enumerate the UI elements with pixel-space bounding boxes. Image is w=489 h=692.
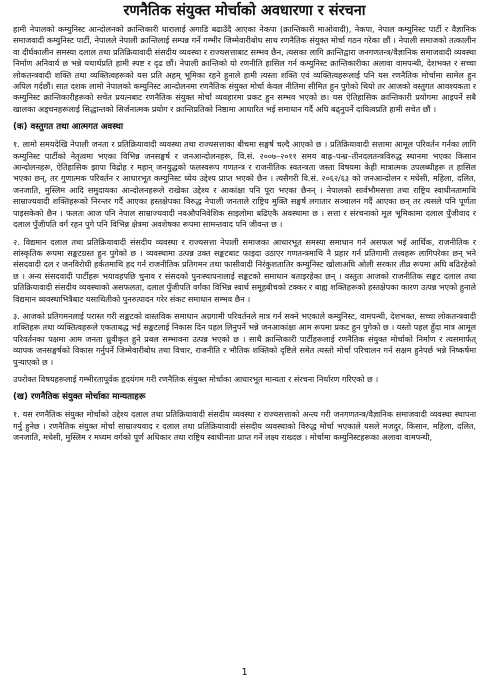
document-title: रणनैतिक संयुक्त मोर्चाको अवधारणा र संरचना <box>123 3 366 19</box>
conclusion-paragraph: उपरोक्त विषयहरूलाई गम्भीरतापूर्वक हृदयंगम गरी रणनैतिक संयुक्त मोर्चाका आधारभूत मान्यता र संरचना निर्धारण गरिएको छ । <box>13 373 379 384</box>
section-a-heading: (क) वस्तुगत तथा आत्मगत अवस्था <box>13 122 124 133</box>
page-number: 1 <box>241 667 248 678</box>
paragraph-2: २. विद्यमान दलाल तथा प्रतिक्रियावादी संसदीय व्यवस्था र राज्यसत्ता नेपाली समाजका आधारभूत समस्या समाधान गर्न असफल भई आर्थिक, राजनीतिक र सांस्कृतिक रूपमा सङ्कटग्रस्त हुन पुगेको छ । व्यवस्थामा उत्पन्न उक्त सङ्कटबाट फाइदा उठाएर गणतन्त्रमाथि नै प्रहार गर्न प्रतिगामी तत्त्वहरू लागिपरेका छन् भने संसदवादी दल र जनविरोधी हर्कतमाथि हद गर्न राजनीतिक प्रतिगमन तथा फासीवादी निरंकुशतातिर कम्युनिस्ट खोलाअघि ओली सरकार तीव्र रूपमा अघि बढिरहेको छ । अन्य संसदवादी पार्टीहरू भयावहपछि चुनाव र संसदको पुनःस्थापनालाई सङ्कटको समाधान बताइरहेका छन् । वस्तुतः आजको राजनीतिक सङ्कट दलाल तथा प्रतिक्रियावादी संसदीय व्यवस्थाको असफलता, दलाल पुँजीपति वर्गका विभिन्न स्वार्थ समूहबीचको टक्कर र बाह्य शक्तिहरूको हस्तक्षेपका कारण उत्पन्न भएको हुनाले विद्यमान व्यवस्थाभित्रैबाट यसाथितीको पुनरुत्पादन गरेर संकट समाधान सम्भव छैन । <box>13 236 476 304</box>
intro-paragraph: हामी नेपालको कम्युनिस्ट आन्दोलनको क्रान्तिकारी धारालाई अगाडि बढाउँदै आएका नेकपा (क्रान्तिकारी माओवादी), नेकपा, नेपाल कम्युनिस्ट पार्टी र वैज्ञानिक समाजवादी कम्युनिस्ट पार्टी, नेपालले नेपाली क्रान्तिलाई सम्पन्न गर्ने गम्भीर जिम्मेवारीबोध साथ रणनैतिक संयुक्त मोर्चा गठन गरेका छौं । नेपाली समाजको तत्कालीन वा दीर्घकालीन समस्या दलाल तथा प्रतिक्रियावादी संसदीय व्यवस्था र राज्यसत्ताबाट सम्भव छैन, त्यसका लागि क्रान्तिद्वारा जनगणतन्त्र/वैज्ञानिक समाजवादी व्यवस्था निर्माण अनिवार्य छ भन्ने यथार्थप्रति हामी स्पष्ट र दृढ छौं। नेपाली क्रान्तिको यो रणनीति हासिल गर्न कम्युनिस्ट क्रान्तिकारीका अलावा वामपन्थी, देशभक्त र सच्चा लोकतन्त्रवादी शक्ति तथा व्यक्तित्वहरूको यस प्रति अहम् भूमिका रहने हुनाले हामी त्यस्ता शक्ति एवं व्यक्तित्वहरूलाई पनि यस रणनैतिक मोर्चामा सामेल हुन अपिल गर्दछौं। सात दशक लामो नेपालको कम्युनिस्ट आन्दोलनमा रणनैतिक संयुक्त मोर्चा केवल नीतिमा सीमित हुन पुगेको थियो तर आजको वस्तुगत आवश्यकता र कम्युनिस्ट क्रान्तिकारीहरूको सचेत प्रयत्नबाट रणनैतिक संयुक्त मोर्चा व्यवहारमा प्रकट हुन सम्भव भएको छ। यस ऐतिहासिक क्रान्तिकारी प्रयोगमा आइपर्ने सबै खालका अड्चनहरूलाई सिद्धान्तको सिर्जनात्मक प्रयोग र क्रान्तिप्रतिको निष्ठामा आधारित भई समाधान गर्दै अघि बढ्नुपर्ने दायित्वप्रति हामी सचेत छौं । <box>13 24 476 114</box>
paragraph-1: १. लामो समयदेखि नेपाली जनता र प्रतिक्रियावादी व्यवस्था तथा राज्यसत्ताका बीचमा सङ्घर्ष चल्दै आएको छ । प्रतिक्रियावादी सत्तामा आमूल परिवर्तन गर्नका लागि कम्युनिस्ट पार्टीको नेतृत्वमा भएका विभिन्न जनसङ्घर्ष र जनआन्दोलनहरू, वि.सं. २००७–२०११ समय बाह्र–पन्ध्र–तीनदलतन्त्रविरुद्ध स्थानमा भएका किसान आन्दोलनहरू, ऐतिहासिक झापा विद्रोह र महान् जनयुद्धको फलस्वरूप गणतन्त्र र राजनीतिक स्वतन्त्रता जस्ता विषयमा केही मात्रात्मक उपलब्धीहरू त हासिल भएका छन्, तर गुणात्मक परिवर्तन र आधारभूत कम्युनिस्ट ध्येय उद्देश्य प्राप्त भएको छैन । त्यसैगरी वि.सं. २०६२/६३ को जनआन्दोलन र मधेसी, महिला, दलित, जनजाति, मुस्लिम आदि समुदायका आन्दोलनहरूले राखेका उद्देश्य र आकांक्षा पनि पूरा भएका छैनन् । नेपालको सार्वभौमसत्ता तथा राष्ट्रिय स्वाधीनतामाथि साम्राज्यवादी शक्तिहरूको निरन्तर गर्दै आएका हस्तक्षेपका विरुद्ध नेपाली जनताले राष्ट्रिय मुक्ति सङ्घर्ष लगातार सञ्चालन गर्दै आएका छन् तर त्यसले पनि पूर्णता पाइसकेको छैन । फलतः आज पनि नेपाल साम्राज्यवादी नवऔपनिवेशिक साइलोमा बढिएकै अवस्थामा छ । सत्ता र संरचनाको मूल भूमिकामा दलाल पुँजीवाद र दलाल पुँजीपति वर्ग रहन पुगे पनि विभिन्न क्षेत्रमा अवशेषका रूपमा सामन्तवाद पनि जीवन्त छ । <box>13 139 476 230</box>
paragraph-3: ३. आजको प्रतिगमनलाई परास्त गरी सङ्कटको वास्तविक समाधान अग्रगामी परिवर्तनले मात्र गर्न सक्ने भएकाले कम्युनिस्ट, वामपन्थी, देशभक्त, सच्चा लोकतन्त्रवादी शक्तिहरू तथा व्यक्तित्वहरूले एकताबद्ध भई सङ्कटलाई निकास दिन पहल लिनुपर्ने भन्ने जनआकांक्षा आम रूपमा प्रकट हुन पुगेको छ । यस्तो पहल हुँदा मात्र आमूल परिवर्तनका पक्षमा आम जनता ध्रुवीकृत हुने प्रबल सम्भावना उत्पन्न भएको छ । साथै क्रान्तिकारी पार्टीहरूलाई रणनैतिक संयुक्त मोर्चाको निर्माण र त्यसमार्फत् व्यापक जनसङ्घर्षको विकास गर्नुपर्ने जिम्मेवारीबोध तथा विचार, राजनीति र भौतिक शक्तिको दृष्टिले समेत त्यस्तो मोर्चा परिचालन गर्न सक्षम हुनेपर्छ भन्ने निष्कर्षमा पुऱ्याएको छ । <box>13 310 476 367</box>
section-b-heading: (ख) रणनैतिक संयुक्त मोर्चाका मान्यताहरू <box>13 392 146 403</box>
paragraph-b1: १. यस रणनैतिक संयुक्त मोर्चाको उद्देश्य दलाल तथा प्रतिक्रियावादी संसदीय व्यवस्था र राज्यसत्ताको अन्त्य गरी जनगणतन्त्र/वैज्ञानिक समाजवादी व्यवस्था स्थापना गर्नु हुनेछ । रणनैतिक संयुक्त मोर्चा साम्राज्यवाद र दलाल तथा प्रतिक्रियावादी संसदीय व्यवस्थाको विरुद्ध मोर्चा भएकाले यसले मजदुर, किसान, महिला, दलित, जनजाति, मधेसी, मुस्लिम र मध्यम वर्गको पूर्ण अधिकार तथा राष्ट्रिय स्वाधीनता प्राप्त गर्ने लक्ष्य राख्दछ । मोर्चामा कम्युनिस्टहरूका अलावा वामपन्थी, <box>13 409 476 443</box>
